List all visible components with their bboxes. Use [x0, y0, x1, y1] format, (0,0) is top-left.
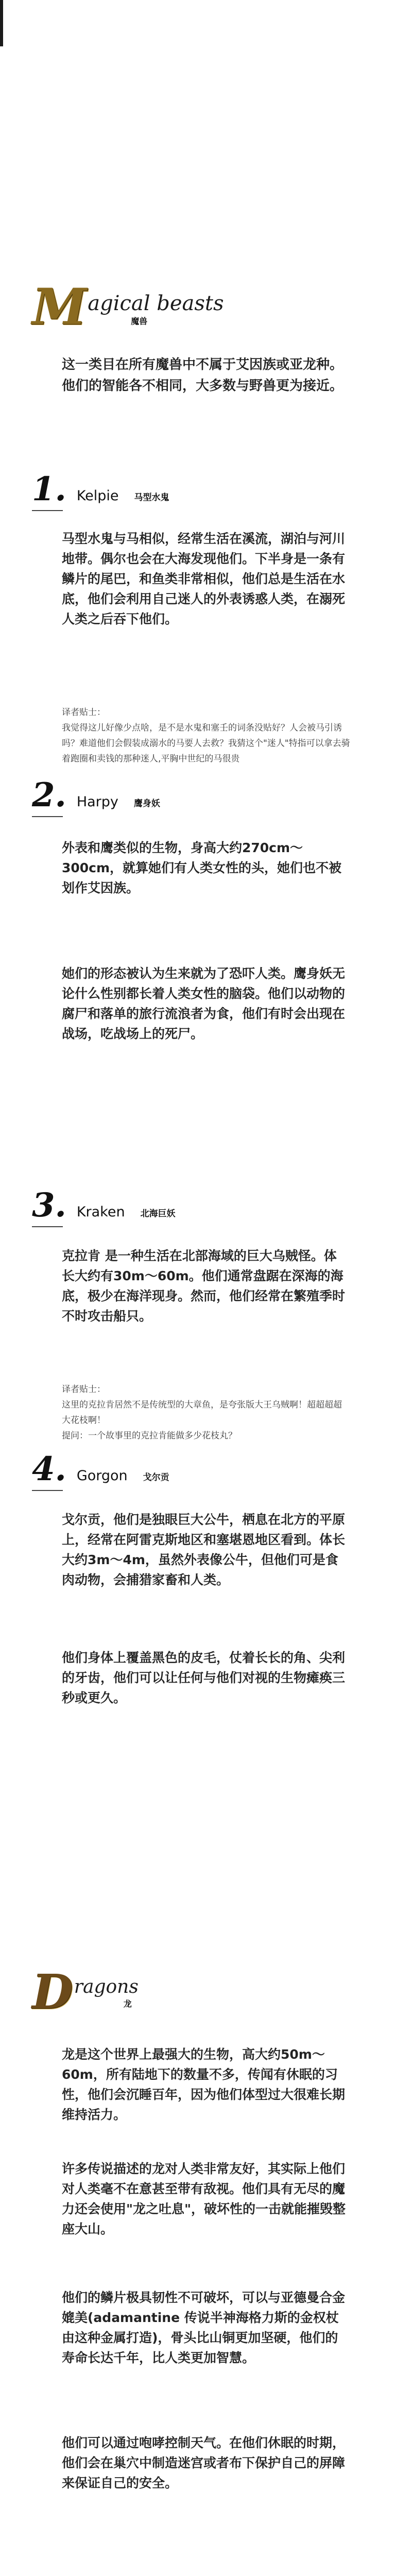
section-cn: 鹰身妖	[133, 799, 160, 809]
divider	[32, 510, 63, 511]
kelpie-body: 马型水鬼与马相似，经常生活在溪流，湖泊与河川地带。偶尔也会在大海发现他们。下半身是一条有鳞片的尾巴，和鱼类非常相似，他们总是生活在水底，他们会利用自己迷人的外表诱惑人类，在溺死人类之后吞下他们。	[62, 531, 346, 626]
header-title: ragons	[74, 1976, 139, 1997]
gorgon-body: 戈尔贡，他们是独眼巨大公牛，栖息在北方的平原上，经常在阿雷克斯地区和塞堪恩地区看到。体长大约3m～4m，虽然外表像公牛，但他们可是食肉动物，会捕猎家畜和人类。	[62, 1512, 346, 1587]
edge-strip	[0, 0, 3, 46]
section-cn: 马型水鬼	[134, 493, 169, 503]
section-harpy-heading	[32, 776, 160, 815]
section-kelpie-heading	[32, 470, 169, 509]
dragons-p3: 他们的鳞片极具韧性不可破坏，可以与亚德曼合金媲美(adamantine 传说半神海格力斯的金权杖由这种金属打造)，骨头比山铜更加坚硬，他们的寿命长达千年，比人类更加智慧。	[62, 2290, 346, 2365]
magical-intro: 这一类目在所有魔兽中不属于艾因族或亚龙种。他们的智能各不相同，大多数与野兽更为接近。	[62, 357, 344, 394]
tip-title: 译者贴士：	[62, 707, 106, 718]
section-cn: 北海巨妖	[140, 1209, 176, 1219]
dragons-p1: 龙是这个世界上最强大的生物，高大约50m～60m，所有陆地下的数量不多，传闻有休眠的习性，他们会沉睡百年，因为他们体型过大很难长期维持活力。	[62, 2047, 346, 2122]
section-number: 4.	[32, 1450, 66, 1488]
kelpie-tip: 我觉得这儿好像少点啥，是不是水鬼和塞壬的词条没贴好？人会被马引诱吗？难道他们会假装成溺水的马要人去救？我猜这个"迷人"特指可以拿去骑着跑圈和卖钱的那种迷人,平胸中世纪的马很贵	[62, 723, 350, 764]
tip-title: 译者贴士：	[62, 1384, 106, 1395]
dragons-p2: 许多传说描述的龙对人类非常友好，其实际上他们对人类毫不在意甚至带有敌视。他们具有无尽的魔力还会使用"龙之吐息"，破坏性的一击就能摧毁整座大山。	[62, 2161, 346, 2236]
harpy-body-2: 她们的形态被认为生来就为了恐吓人类。鹰身妖无论什么性别都长着人类女性的脑袋。他们以动物的腐尸和落单的旅行流浪者为食，他们有时会出现在战场，吃战场上的死尸。	[62, 966, 346, 1041]
section-gorgon-heading	[32, 1450, 169, 1488]
section-name: Gorgon	[76, 1468, 128, 1484]
kraken-body: 克拉肯 是一种生活在北部海域的巨大乌贼怪。体长大约有30m～60m。他们通常盘踞在深海的海底，极少在海洋现身。然而，他们经常在繁殖季时不时攻击船只。	[62, 1248, 346, 1324]
gorgon-body-2: 他们身体上覆盖黑色的皮毛，仗着长长的角、尖利的牙齿，他们可以让任何与他们对视的生物瘫痪三秒或更久。	[62, 1650, 346, 1705]
section-number: 3.	[32, 1186, 66, 1225]
section-number: 1.	[32, 470, 66, 509]
dragons-header	[32, 1964, 139, 2020]
dragons-p4: 他们可以通过咆哮控制天气。在他们休眠的时期，他们会在巢穴中制造迷宫或者布下保护自己的屏障来保证自己的安全。	[62, 2435, 346, 2490]
harpy-body: 外表和鹰类似的生物，身高大约270cm～300cm，就算她们有人类女性的头，她们也不被划作艾因族。	[62, 840, 342, 895]
section-name: Kraken	[76, 1204, 125, 1220]
divider	[32, 1226, 63, 1227]
section-name: Kelpie	[76, 488, 119, 504]
magical-beasts-header	[32, 278, 224, 336]
header-title: agical beasts	[88, 292, 224, 315]
kraken-tip: 这里的克拉肯居然不是传统型的大章鱼，是夸张版大王乌贼啊！超超超超大花枝啊！ 提问：一个故事里的克拉肯能做多少花枝丸？	[62, 1400, 342, 1441]
ornate-initial-d: D	[32, 1964, 73, 2020]
header-subtitle: 龙	[123, 1999, 132, 2009]
section-name: Harpy	[76, 794, 118, 810]
ornate-initial-m: M	[32, 278, 87, 336]
header-subtitle: 魔兽	[131, 316, 148, 326]
divider	[32, 816, 63, 817]
section-cn: 戈尔贡	[143, 1472, 169, 1483]
section-kraken-heading	[32, 1186, 176, 1225]
section-number: 2.	[32, 776, 66, 815]
divider	[32, 1490, 63, 1491]
